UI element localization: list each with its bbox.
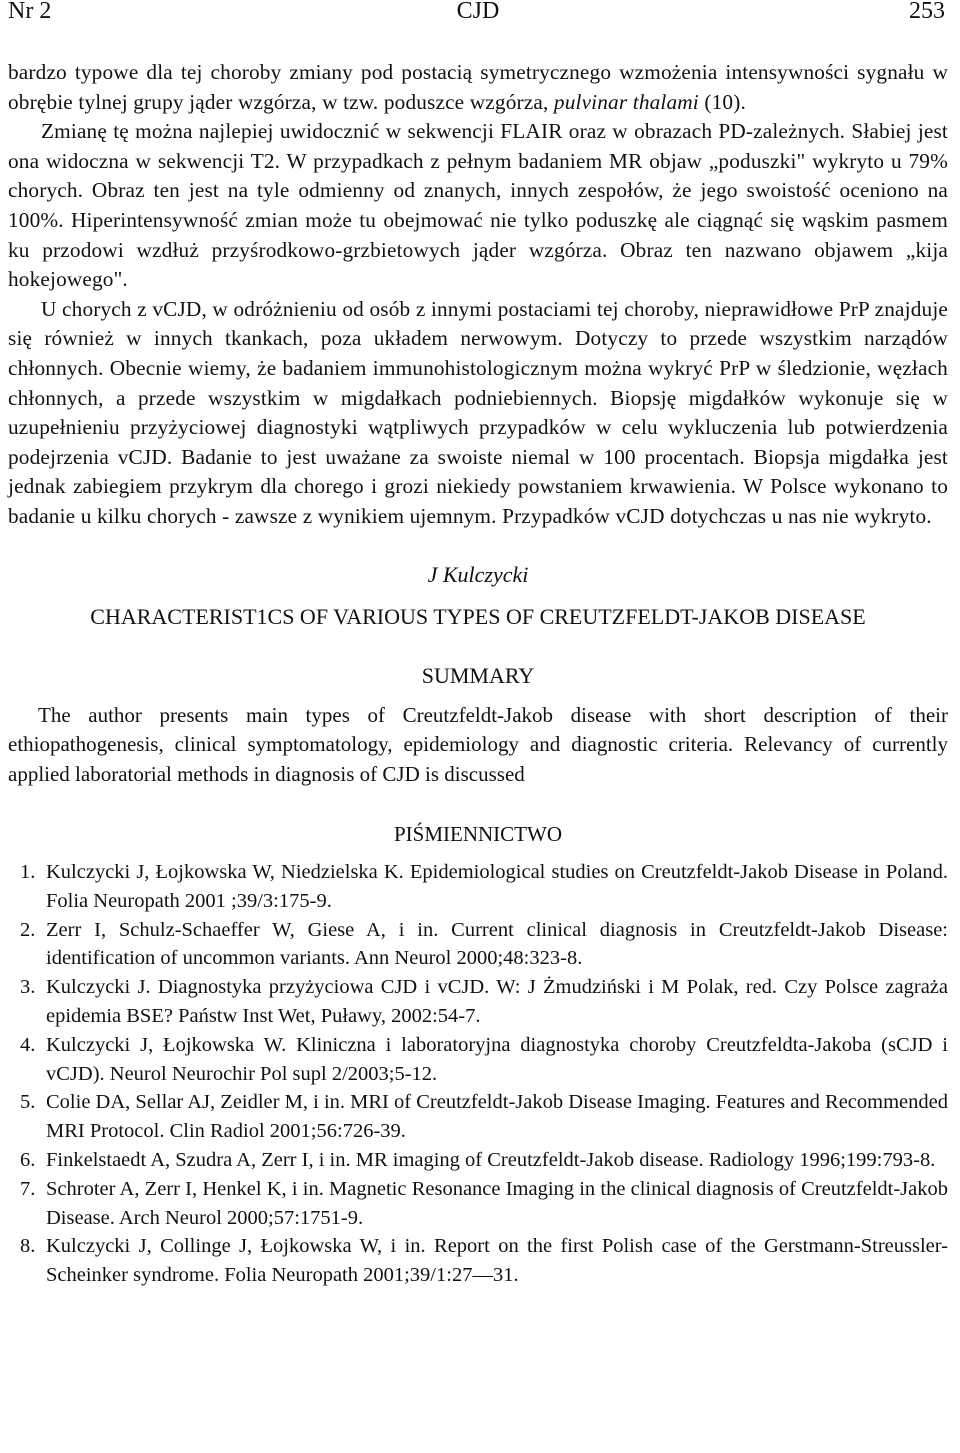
references-heading: PIŚMIENNICTWO xyxy=(394,822,562,846)
issue-number: Nr 2 xyxy=(8,0,52,24)
reference-number: 6. xyxy=(20,1148,36,1171)
summary-heading: SUMMARY xyxy=(421,662,535,688)
reference-number: 2. xyxy=(20,918,36,941)
reference-number: 5. xyxy=(20,1091,36,1114)
reference-item xyxy=(8,1175,948,1233)
reference-number: 1. xyxy=(20,861,36,883)
reference-number: 7. xyxy=(20,1177,36,1200)
reference-text: Kulczycki J. Diagnostyka przyżyciowa CJD i vCJD. W: J Żmudziński i M Polak, red. Czy Polsce zagraża epidemia BSE? Państw Inst Wet, Puławy, 2002:54-7. xyxy=(46,976,948,1027)
reference-item xyxy=(8,1232,948,1290)
paragraph-1-citation: (10). xyxy=(704,89,746,114)
reference-item xyxy=(8,1031,948,1089)
reference-text: Colie DA, Sellar AJ, Zeidler M, i in. MRI of Creutzfeldt-Jakob Disease Imaging. Features and Recommended MRI Protocol. Clin Radiol 2001;56:726-39. xyxy=(46,1091,948,1143)
reference-number: 4. xyxy=(20,1033,36,1056)
reference-text: Kulczycki J, Łojkowska W, Niedzielska K. Epidemiological studies on Creutzfeldt-Jakob Disease in Poland. Folia Neuropath 2001 ;39/3:175-9. xyxy=(46,861,948,912)
reference-item xyxy=(8,916,948,974)
paragraph-3: U chorych z vCJD, w odróżnieniu od osób z innymi postaciami tej choroby, nieprawidłowe PrP znajduje się również w innych tkankach, poza układem nerwowym. Dotyczy to przede wszystkim narządów chłonnych. Obecnie wiemy, że badaniem immunohistologicznym można wykryć PrP w śledzionie, węzłach chłonnych, a przede wszystkim w migdałkach podniebiennych. Biopsję migdałków wykonuje się w uzupełnieniu przyżyciowej diagnostyki wątpliwych przypadków w celu wykluczenia lub potwierdzenia podejrzenia vCJD. Badanie to jest uważane za swoiste niemal w 100 procentach. Biopsja migdałka jest jednak zabiegiem przykrym dla chorego i grozi niekiedy powstaniem krwawienia. W Polsce wykonano to badanie u kilku chorych - zawsze z wynikiem ujemnym. Przypadków vCJD dotychczas u nas nie wykryto. xyxy=(8,296,948,528)
reference-text: Finkelstaedt A, Szudra A, Zerr I, i in. MR imaging of Creutzfeldt-Jakob disease. Radiology 1996;199:793-8. xyxy=(46,1148,936,1171)
reference-item xyxy=(8,973,948,1031)
reference-text: Kulczycki J, Collinge J, Łojkowska W, i in. Report on the first Polish case of the Gerstmann-Streussler-Scheinker syndrome. Folia Neuropath 2001;39/1:27—31. xyxy=(46,1235,948,1287)
paragraph-1-text: bardzo typowe dla tej choroby zmiany pod postacią symetrycznego wzmożenia intensywności sygnału w obrębie tylnej grupy jąder wzgórza, w tzw. poduszce wzgórza, xyxy=(8,60,948,114)
reference-number: 3. xyxy=(20,976,36,999)
paragraph-1 xyxy=(8,58,948,117)
english-title: CHARACTERIST1CS OF VARIOUS TYPES OF CREUTZFELDT-JAKOB DISEASE xyxy=(90,603,866,629)
reference-number: 8. xyxy=(20,1235,36,1258)
page-number: 253 xyxy=(909,0,945,24)
paragraph-2: Zmianę tę można najlepiej uwidocznić w sekwencji FLAIR oraz w obrazach PD-zależnych. Słabiej jest ona widoczna w sekwencji T2. W przypadkach z pełnym badaniem MR objaw „poduszki" wykryto u 79% chorych. Obraz ten jest na tyle odmienny od znanych, innych zespołów, że jego swoistość oceniono na 100%. Hiperintensywność zmian może tu obejmować nie tylko poduszkę ale ciągnąć się wąskim pasmem ku przodowi wzdłuż przyśrodkowo-grzbietowych jąder wzgórza. Obraz ten nazwano objawem „kija hokejowego". xyxy=(8,119,948,292)
summary-text: The author presents main types of Creutzfeldt-Jakob disease with short description of their ethiopathogenesis, clinical symptomatology, epidemiology and diagnostic criteria. Relevancy of currently applied laboratorial methods in diagnosis of CJD is discussed xyxy=(8,702,948,786)
references-list xyxy=(8,858,948,1290)
english-author: J Kulczycki xyxy=(427,561,529,587)
reference-item xyxy=(8,858,948,916)
running-header xyxy=(8,0,948,24)
reference-text: Zerr I, Schulz-Schaeffer W, Giese A, i in. Current clinical diagnosis in Creutzfeldt-Jakob Disease: identification of uncommon variants. Ann Neurol 2000;48:323-8. xyxy=(46,918,948,970)
reference-text: Schroter A, Zerr I, Henkel K, i in. Magnetic Resonance Imaging in the clinical diagnosis of Creutzfeldt-Jakob Disease. Arch Neurol 2000;57:1751-9. xyxy=(46,1177,948,1229)
reference-item xyxy=(8,1088,948,1146)
paragraph-1-latin-term: pulvinar thalami xyxy=(553,89,699,114)
journal-running-title: CJD xyxy=(456,0,500,24)
reference-item xyxy=(8,1146,948,1175)
reference-text: Kulczycki J, Łojkowska W. Kliniczna i laboratoryjna diagnostyka choroby Creutzfeldta-Jakoba (sCJD i vCJD). Neurol Neurochir Pol supl 2/2003;5-12. xyxy=(46,1033,948,1085)
article-body xyxy=(8,58,948,532)
